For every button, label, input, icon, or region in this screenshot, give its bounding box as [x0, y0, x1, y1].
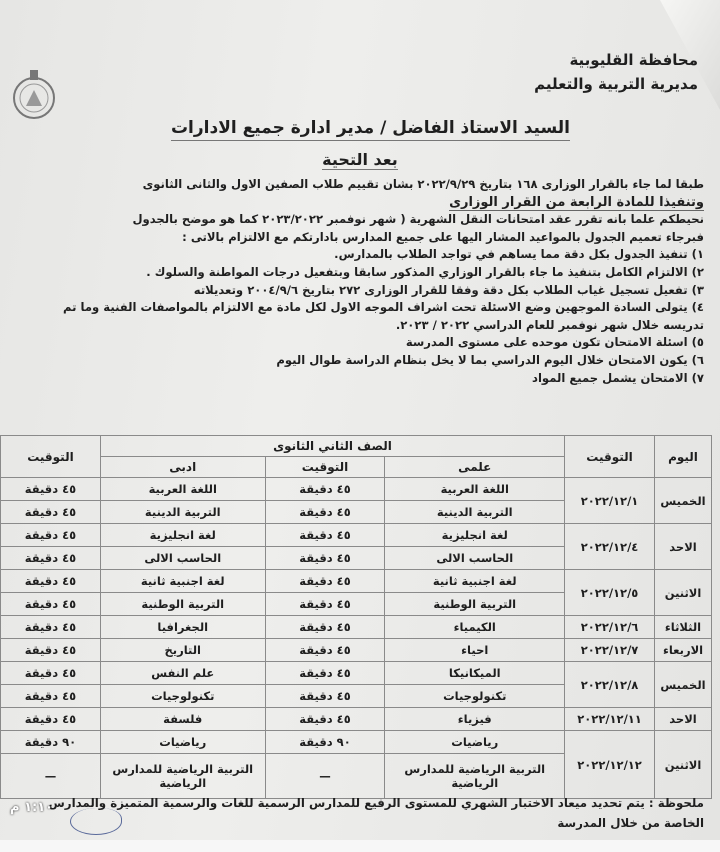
science-time-cell: ٤٥ دقيقة [265, 501, 385, 524]
paragraph: ٧) الامتحان يشمل جميع المواد [532, 370, 704, 385]
literary-subject-cell: التربية الرياضية للمدارس الرياضية [100, 754, 265, 799]
literary-time-cell: ٤٥ دقيقة [1, 639, 101, 662]
science-time-cell: ٩٠ دقيقة [265, 731, 385, 754]
letter-body [18, 176, 704, 387]
literary-subject-cell: لغة اجنبية ثانية [100, 570, 265, 593]
literary-subject-cell: الجغرافيا [100, 616, 265, 639]
literary-time-cell: ٤٥ دقيقة [1, 708, 101, 731]
day-cell: الاحد [655, 524, 712, 570]
literary-subject-cell: التاريخ [100, 639, 265, 662]
bottom-edge [0, 840, 720, 852]
science-subject-cell: تكنولوجيات [385, 685, 565, 708]
science-time-cell: ٤٥ دقيقة [265, 616, 385, 639]
literary-subject-cell: التربية الوطنية [100, 593, 265, 616]
science-time-cell: ٤٥ دقيقة [265, 570, 385, 593]
day-cell: الخميس [655, 662, 712, 708]
day-cell: الاثنين [655, 570, 712, 616]
governorate: محافظة القليوبية [569, 51, 698, 69]
literary-time-cell: ٤٥ دقيقة [1, 616, 101, 639]
paragraph: ٦) يكون الامتحان خلال اليوم الدراسي بما لا يخل بنظام الدراسة طوال اليوم [276, 352, 704, 367]
literary-subject-cell: اللغة العربية [100, 478, 265, 501]
day-cell: الاثنين [655, 731, 712, 799]
literary-time-cell: ٤٥ دقيقة [1, 501, 101, 524]
paragraph: ٢) الالتزام الكامل بتنفيذ ما جاء بالقرار الوزاري المذكور سابقا وبتفعيل درجات المواطنة والسلوك . [146, 264, 704, 279]
date-cell: ٢٠٢٢/١٢/٥ [565, 570, 655, 616]
literary-time-cell: ٤٥ دقيقة [1, 593, 101, 616]
overlay-timestamp: ١:١٠ م [10, 800, 54, 815]
science-subject-cell: التربية الدينية [385, 501, 565, 524]
table-row [1, 570, 712, 593]
day-cell: الاربعاء [655, 639, 712, 662]
literary-subject-cell: رياضيات [100, 731, 265, 754]
header-day: اليوم [655, 436, 712, 478]
handwritten-signature [70, 808, 122, 835]
header-science-time: التوقيت [265, 457, 385, 478]
literary-time-cell: ٤٥ دقيقة [1, 524, 101, 547]
science-subject-cell: رياضيات [385, 731, 565, 754]
science-subject-cell: التربية الرياضية للمدارس الرياضية [385, 754, 565, 799]
header-science: علمى [385, 457, 565, 478]
header-date: التوقيت [565, 436, 655, 478]
literary-subject-cell: تكنولوجيات [100, 685, 265, 708]
science-time-cell: ٤٥ دقيقة [265, 593, 385, 616]
literary-time-cell: ٤٥ دقيقة [1, 570, 101, 593]
header-grade: الصف الثاني الثانوى [100, 436, 564, 457]
science-time-cell: — [265, 754, 385, 799]
table-row [1, 662, 712, 685]
paragraph: وتنفيذا للمادة الرابعة من القرار الوزارى [449, 194, 704, 210]
date-cell: ٢٠٢٢/١٢/٨ [565, 662, 655, 708]
exam-schedule-table [0, 435, 712, 799]
ministry-emblem-icon [8, 66, 60, 122]
day-cell: الخميس [655, 478, 712, 524]
literary-subject-cell: علم النفس [100, 662, 265, 685]
table-body [1, 478, 712, 799]
date-cell: ٢٠٢٢/١٢/٦ [565, 616, 655, 639]
table-row [1, 524, 712, 547]
literary-subject-cell: التربية الدينية [100, 501, 265, 524]
paragraph: ١) تنفيذ الجدول بكل دقة مما يساهم في تواجد الطلاب بالمدارس. [334, 247, 704, 262]
science-subject-cell: فيزياء [385, 708, 565, 731]
science-subject-cell: لغة انجليزية [385, 524, 565, 547]
science-subject-cell: الكيمياء [385, 616, 565, 639]
paragraph: فبرجاء تعميم الجدول بالمواعيد المشار اليها على جميع المدارس بادارتكم مع الالتزام بالاتى : [182, 229, 704, 244]
literary-time-cell: ٤٥ دقيقة [1, 662, 101, 685]
science-time-cell: ٤٥ دقيقة [265, 639, 385, 662]
literary-subject-cell: الحاسب الالى [100, 547, 265, 570]
table-row [1, 731, 712, 754]
literary-subject-cell: لغة انجليزية [100, 524, 265, 547]
science-subject-cell: الميكانيكا [385, 662, 565, 685]
greeting: بعد التحية [322, 150, 398, 169]
science-subject-cell: الحاسب الالى [385, 547, 565, 570]
header-literary-time: التوقيت [1, 436, 101, 478]
table-row [1, 708, 712, 731]
paragraph: تدريسه خلال شهر نوفمبر للعام الدراسي ٢٠٢٢ / ٢٠٢٣. [395, 317, 704, 332]
directorate: مديرية التربية والتعليم [534, 75, 698, 93]
science-time-cell: ٤٥ دقيقة [265, 478, 385, 501]
table-row [1, 478, 712, 501]
science-time-cell: ٤٥ دقيقة [265, 662, 385, 685]
date-cell: ٢٠٢٢/١٢/٧ [565, 639, 655, 662]
literary-time-cell: ٤٥ دقيقة [1, 685, 101, 708]
paragraph: ٥) اسئلة الامتحان تكون موحده على مستوى المدرسة [405, 335, 704, 350]
day-cell: الثلاثاء [655, 616, 712, 639]
science-time-cell: ٤٥ دقيقة [265, 547, 385, 570]
science-subject-cell: احياء [385, 639, 565, 662]
addressee-title: السيد الاستاذ الفاضل / مدير ادارة جميع الادارات [171, 118, 570, 141]
paragraph: ٤) يتولى السادة الموجهين وضع الاسئلة تحت اشراف الموجه الاول لكل مادة مع الالتزام بالمواصفات الفنية وما تم [63, 300, 704, 315]
science-time-cell: ٤٥ دقيقة [265, 708, 385, 731]
literary-time-cell: ٤٥ دقيقة [1, 478, 101, 501]
paragraph: نحيطكم علما بانه تقرر عقد امتحانات النقل الشهرية ( شهر نوفمبر ٢٠٢٣/٢٠٢٢ كما هو موضح بالجدول [132, 212, 704, 227]
literary-time-cell: — [1, 754, 101, 799]
letterhead [534, 48, 698, 96]
literary-time-cell: ٩٠ دقيقة [1, 731, 101, 754]
science-subject-cell: التربية الوطنية [385, 593, 565, 616]
paragraph: طبقا لما جاء بالقرار الوزارى ١٦٨ بتاريخ ٢٠٢٢/٩/٢٩ بشان تقييم طلاب الصفين الاول والثانى الثانوى [142, 177, 704, 191]
footnote: ملحوظة : يتم تحديد ميعاد الاختبار الشهري للمستوى الرفيع للمدارس الرسمية للغات والرسمية المتميزة والمدارس الخاصة من خلال المدرسة [48, 796, 704, 830]
science-time-cell: ٤٥ دقيقة [265, 524, 385, 547]
date-cell: ٢٠٢٢/١٢/٤ [565, 524, 655, 570]
date-cell: ٢٠٢٢/١٢/١١ [565, 708, 655, 731]
date-cell: ٢٠٢٢/١٢/١ [565, 478, 655, 524]
table-row [1, 616, 712, 639]
header-literary: ادبى [100, 457, 265, 478]
table-row [1, 639, 712, 662]
science-time-cell: ٤٥ دقيقة [265, 685, 385, 708]
date-cell: ٢٠٢٢/١٢/١٢ [565, 731, 655, 799]
literary-time-cell: ٤٥ دقيقة [1, 547, 101, 570]
literary-subject-cell: فلسفة [100, 708, 265, 731]
day-cell: الاحد [655, 708, 712, 731]
science-subject-cell: لغة اجنبية ثانية [385, 570, 565, 593]
science-subject-cell: اللغة العربية [385, 478, 565, 501]
paragraph: ٣) تفعيل تسجيل غياب الطلاب بكل دقة وفقا للقرار الوزارى ٢٧٢ بتاريخ ٢٠٠٤/٩/٦ وتعديلاته [193, 282, 704, 297]
